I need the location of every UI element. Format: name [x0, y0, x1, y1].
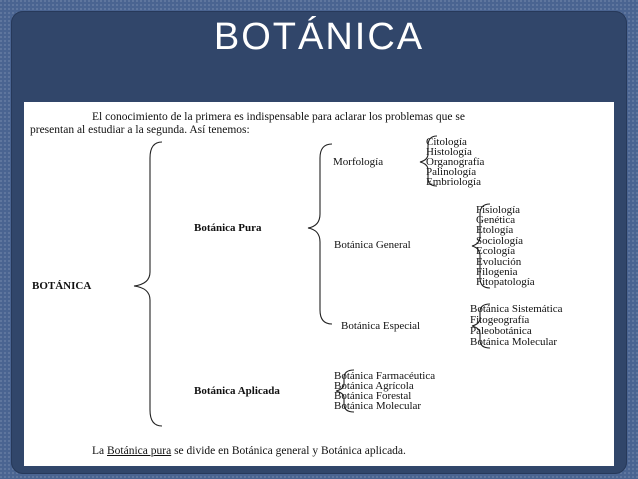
footer-pre: La	[92, 445, 108, 457]
general-item: Filogenia	[476, 266, 518, 278]
brace-pura	[308, 144, 332, 324]
node-morfologia: Morfología	[333, 156, 384, 168]
slide-title: BOTÁNICA	[213, 16, 425, 58]
general-item: Evolución	[476, 256, 522, 268]
especial-item: Botánica Sistemática	[470, 303, 563, 315]
footer-link: Botánica pura	[107, 445, 172, 457]
aplicada-item: Botánica Molecular	[334, 400, 422, 412]
general-item: Etología	[476, 224, 514, 236]
brace-root	[134, 142, 162, 426]
node-general: Botánica General	[334, 239, 411, 251]
morfologia-item: Citología	[426, 136, 467, 148]
node-especial: Botánica Especial	[341, 320, 421, 332]
slide-content	[24, 102, 614, 466]
especial-item: Botánica Molecular	[470, 336, 558, 348]
footer-post: se divide en Botánica general y Botánica aplicada.	[171, 445, 406, 457]
morfologia-item: Palinología	[426, 166, 477, 178]
especial-item: Paleobotánica	[470, 325, 532, 337]
especial-item: Fitogeografía	[470, 314, 530, 326]
general-item: Fitopatología	[476, 276, 535, 288]
aplicada-item: Botánica Forestal	[334, 390, 412, 402]
morfologia-item: Histología	[426, 146, 472, 158]
footer-note	[92, 446, 406, 457]
aplicada-item: Botánica Farmacéutica	[334, 370, 436, 382]
node-aplicada: Botánica Aplicada	[194, 385, 280, 397]
intro-line-2: presentan al estudiar a la segunda. Así tenemos:	[30, 124, 250, 136]
general-item: Genética	[476, 214, 516, 226]
morfologia-item: Embriología	[426, 176, 481, 188]
morfologia-item: Organografía	[426, 156, 485, 168]
general-item: Fisiología	[476, 204, 521, 216]
general-item: Sociología	[476, 235, 524, 247]
general-item: Ecología	[476, 245, 516, 257]
aplicada-item: Botánica Agrícola	[334, 380, 414, 392]
intro-line-1: El conocimiento de la primera es indispensable para aclarar los problemas que se	[92, 111, 465, 123]
node-pura: Botánica Pura	[194, 222, 262, 234]
node-root: BOTÁNICA	[32, 280, 92, 292]
